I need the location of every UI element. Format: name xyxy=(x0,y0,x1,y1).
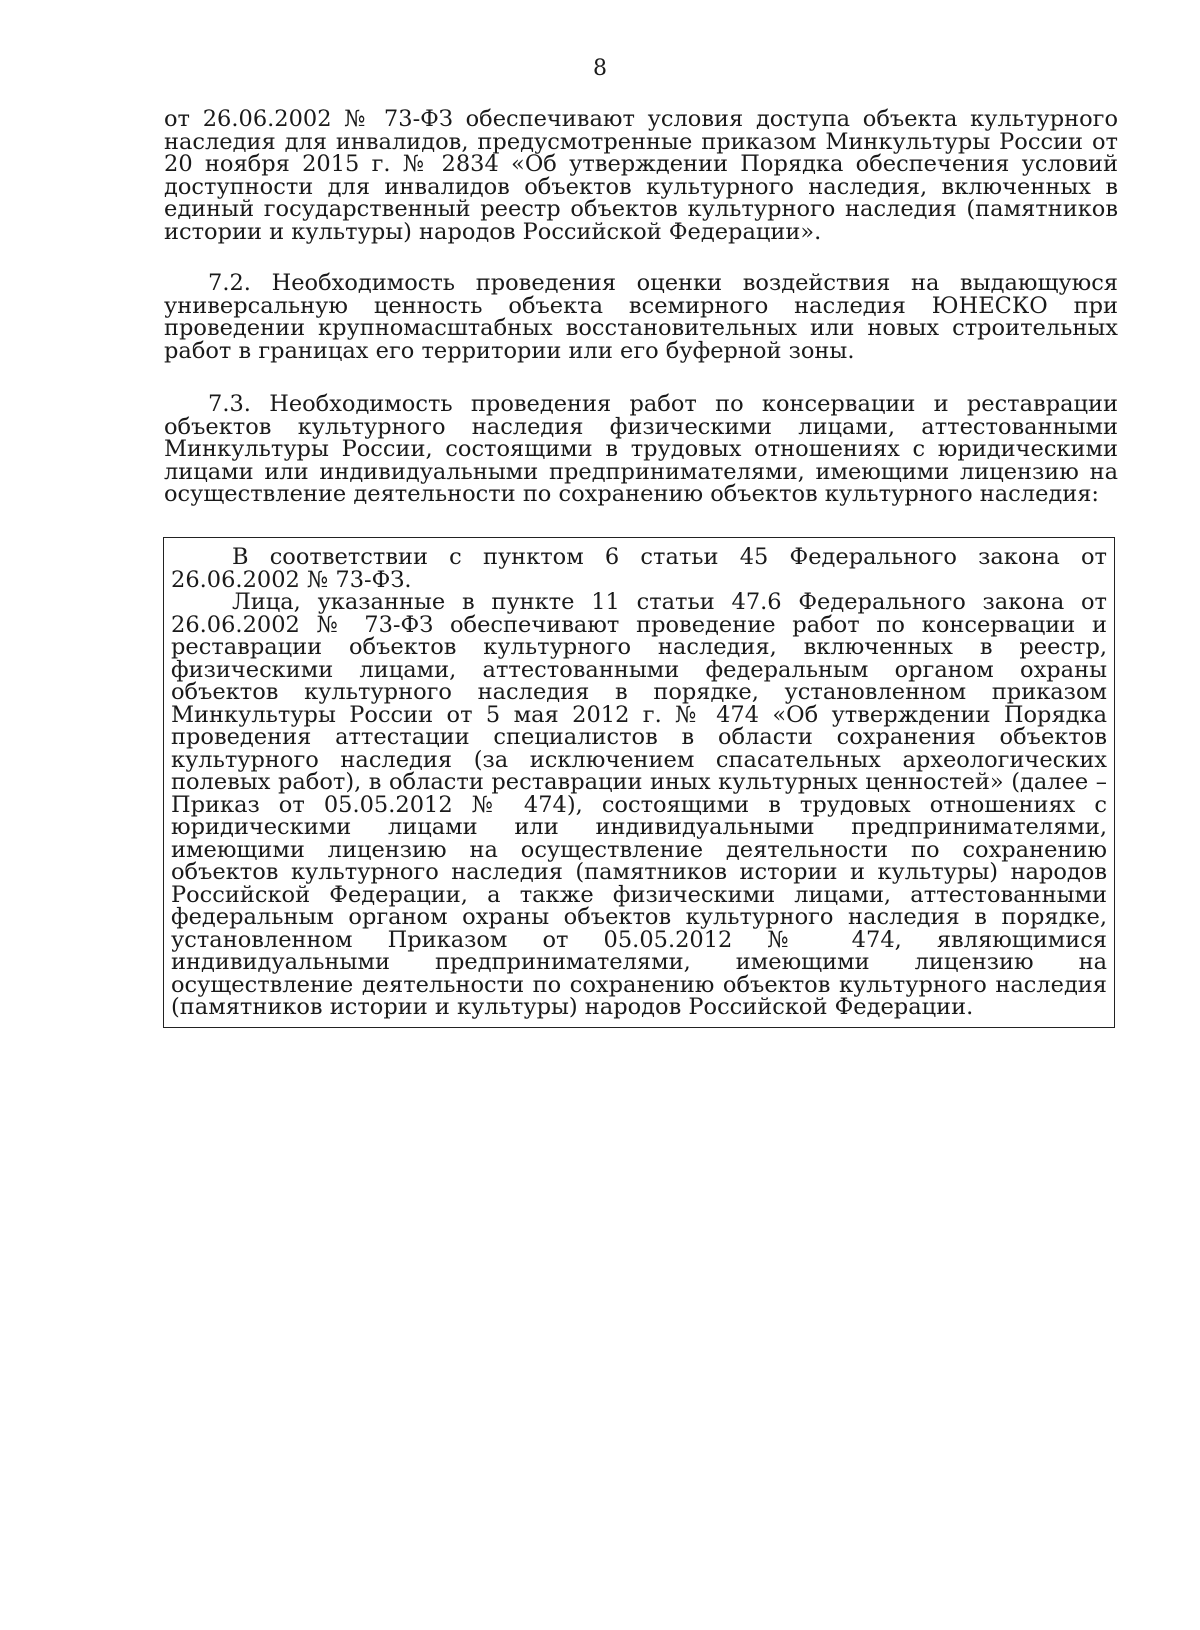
legal-reference-box xyxy=(163,537,1115,1028)
box-reference-paragraph: В соответствии с пунктом 6 статьи 45 Федерального закона от 26.06.2002 № 73-ФЗ. xyxy=(171,544,1107,593)
box-explanation-paragraph: Лица, указанные в пункте 11 статьи 47.6 Федерального закона от 26.06.2002 № 73-ФЗ обеспечивают проведение работ по консервации и реставрации объектов культурного наследия, включенных в реестр, физическими лицами, аттестованными федеральным органом охраны объектов культурного наследия в порядке, установленном приказом Минкультуры России от 5 мая 2012 г. № 474 «Об утверждении Порядка проведения аттестации специалистов в области сохранения объектов культурного наследия (за исключением спасательных археологических полевых работ), в области реставрации иных культурных ценностей» (далее – Приказ от 05.05.2012 № 474), состоящими в трудовых отношениях с юридическими лицами или индивидуальными предпринимателями, имеющими лицензию на осуществление деятельности по сохранению объектов культурного наследия (памятников истории и культуры) народов Российской Федерации, а также физическими лицами, аттестованными федеральным органом охраны объектов культурного наследия в порядке, установленном Приказом от 05.05.2012 № 474, являющимися индивидуальными предпринимателями, имеющими лицензию на осуществление деятельности по сохранению объектов культурного наследия (памятников истории и культуры) народов Российской Федерации. xyxy=(171,589,1107,1020)
page-number: 8 xyxy=(593,56,607,81)
paragraph-7-2: 7.2. Необходимость проведения оценки воздействия на выдающуюся универсальную ценность объекта всемирного наследия ЮНЕСКО при проведении крупномасштабных восстановительных или новых строительных работ в границах его территории или его буферной зоны. xyxy=(164,270,1118,364)
paragraph-7-3: 7.3. Необходимость проведения работ по консервации и реставрации объектов культурного наследия физическими лицами, аттестованными Минкультуры России, состоящими в трудовых отношениях с юридическими лицами или индивидуальными предпринимателями, имеющими лицензию на осуществление деятельности по сохранению объектов культурного наследия: xyxy=(164,391,1118,507)
paragraph-7-1-continuation: от 26.06.2002 № 73-ФЗ обеспечивают условия доступа объекта культурного наследия для инвалидов, предусмотренные приказом Минкультуры России от 20 ноября 2015 г. № 2834 «Об утверждении Порядка обеспечения условий доступности для инвалидов объектов культурного наследия, включенных в единый государственный реестр объектов культурного наследия (памятников истории и культуры) народов Российской Федерации». xyxy=(164,106,1118,245)
